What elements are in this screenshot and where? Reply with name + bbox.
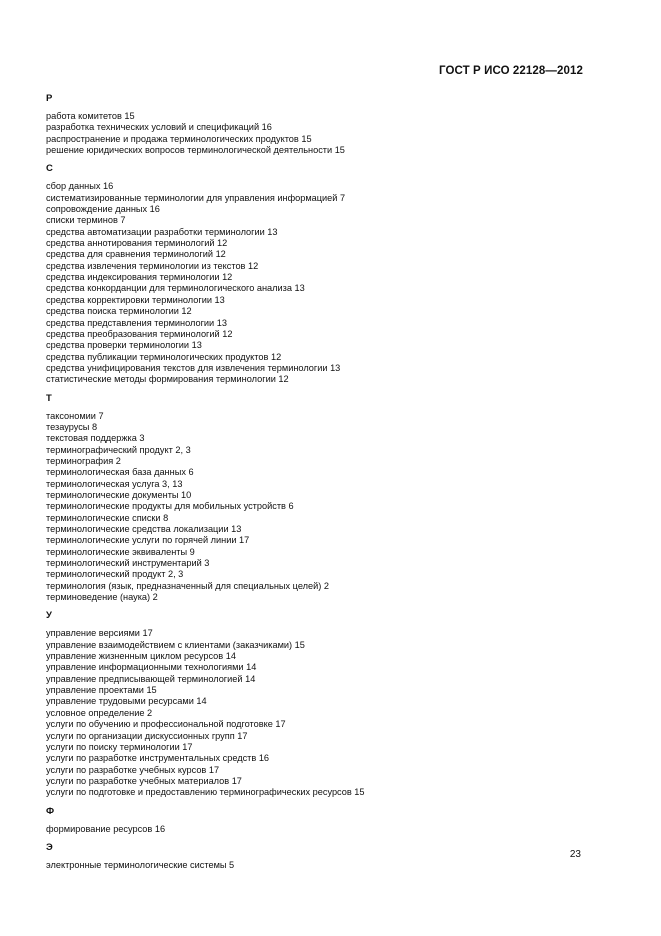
index-entry: статистические методы формирования терминологии 12 xyxy=(46,374,289,385)
index-entry: управление предписывающей терминологией 14 xyxy=(46,673,256,684)
index-letter-section xyxy=(46,610,606,798)
index-entry: управление жизненным циклом ресурсов 14 xyxy=(46,651,236,662)
index-entry: формирование ресурсов 16 xyxy=(46,823,166,834)
index-letter-section xyxy=(46,842,606,871)
index-letter-section xyxy=(46,393,606,604)
index-entry: терминографический продукт 2, 3 xyxy=(46,444,191,455)
index-entry: средства публикации терминологических продуктов 12 xyxy=(46,351,282,362)
index-entry: терминология (язык, предназначенный для специальных целей) 2 xyxy=(46,580,329,591)
index-entry: средства конкорданции для терминологического анализа 13 xyxy=(46,283,305,294)
index-letter-heading: У xyxy=(46,610,52,622)
index-entry: средства индексирования терминологии 12 xyxy=(46,272,233,283)
index-entry: средства извлечения терминологии из текстов 12 xyxy=(46,260,259,271)
index-entry: управление версиями 17 xyxy=(46,628,153,639)
index-entry: терминоведение (наука) 2 xyxy=(46,592,158,603)
index-entry: терминологическая услуга 3, 13 xyxy=(46,478,183,489)
index-letter-section xyxy=(46,93,606,156)
index-entry: услуги по подготовке и предоставлению терминографических ресурсов 15 xyxy=(46,787,365,798)
index-entry: условное определение 2 xyxy=(46,707,153,718)
document-standard-header: ГОСТ Р ИСО 22128—2012 xyxy=(438,65,583,77)
index-entry: терминологические документы 10 xyxy=(46,489,192,500)
index-entry: услуги по поиску терминологии 17 xyxy=(46,741,193,752)
index-entry: таксономии 7 xyxy=(46,410,104,421)
index-entry: управление проектами 15 xyxy=(46,685,157,696)
index-entry: решение юридических вопросов терминологической деятельности 15 xyxy=(46,145,345,156)
index-letter-heading: Р xyxy=(46,93,53,104)
index-entry: услуги по обучению и профессиональной подготовке 17 xyxy=(46,719,286,730)
index-entry: терминологические услуги по горячей линии 17 xyxy=(46,535,250,546)
index-letter-heading: Э xyxy=(46,841,53,853)
index-entry: терминологические продукты для мобильных устройств 6 xyxy=(46,501,294,512)
index-entry: тезаурусы 8 xyxy=(46,421,98,432)
index-entry: услуги по разработке учебных материалов 17 xyxy=(46,775,242,786)
index-entry: управление трудовыми ресурсами 14 xyxy=(46,696,207,707)
index-entry: средства представления терминологии 13 xyxy=(46,317,227,328)
index-entry: терминологические списки 8 xyxy=(46,512,169,523)
index-entry: распространение и продажа терминологических продуктов 15 xyxy=(46,133,312,144)
index-entry: управление информационными технологиями 14 xyxy=(46,662,257,673)
index-entry: терминологический инструментарий 3 xyxy=(46,558,210,569)
index-entry: сбор данных 16 xyxy=(46,181,114,192)
index-entry: средства автоматизации разработки терминологии 13 xyxy=(46,226,278,237)
index-entry: разработка технических условий и спецификаций 16 xyxy=(46,122,272,133)
index-entry: управление взаимодействием с клиентами (заказчиками) 15 xyxy=(46,639,305,650)
index-entry: текстовая поддержка 3 xyxy=(46,433,145,444)
index-entry: услуги по разработке инструментальных средств 16 xyxy=(46,753,270,764)
index-entry: средства поиска терминологии 12 xyxy=(46,306,192,317)
index-letter-section xyxy=(46,163,606,385)
page-number: 23 xyxy=(569,849,581,860)
subject-index xyxy=(46,93,606,878)
index-entry: электронные терминологические системы 5 xyxy=(46,859,235,870)
index-entry: терминография 2 xyxy=(46,455,121,466)
index-entry: сопровождение данных 16 xyxy=(46,204,160,215)
index-entry: средства корректировки терминологии 13 xyxy=(46,294,225,305)
index-entry: терминологическая база данных 6 xyxy=(46,467,194,478)
index-entry: услуги по разработке учебных курсов 17 xyxy=(46,764,220,775)
index-letter-heading: С xyxy=(46,163,53,175)
index-entry: работа комитетов 15 xyxy=(46,111,135,121)
index-entry: средства унифицирования текстов для извлечения терминологии 13 xyxy=(46,362,341,373)
index-entry: услуги по организации дискуссионных групп 17 xyxy=(46,730,248,741)
index-entry: терминологические средства локализации 13 xyxy=(46,524,242,534)
index-entry: средства аннотирования терминологий 12 xyxy=(46,238,228,249)
index-entry: средства для сравнения терминологий 12 xyxy=(46,249,226,260)
index-letter-section xyxy=(46,806,606,835)
index-letter-heading: Т xyxy=(46,392,52,404)
index-entry: терминологические эквиваленты 9 xyxy=(46,546,195,557)
index-entry: списки терминов 7 xyxy=(46,215,126,226)
index-entry: систематизированные терминологии для управления информацией 7 xyxy=(46,192,346,203)
index-letter-heading: Ф xyxy=(46,805,55,817)
index-entry: средства проверки терминологии 13 xyxy=(46,340,202,351)
index-entry: средства преобразования терминологий 12 xyxy=(46,328,233,339)
index-entry: терминологический продукт 2, 3 xyxy=(46,569,184,580)
